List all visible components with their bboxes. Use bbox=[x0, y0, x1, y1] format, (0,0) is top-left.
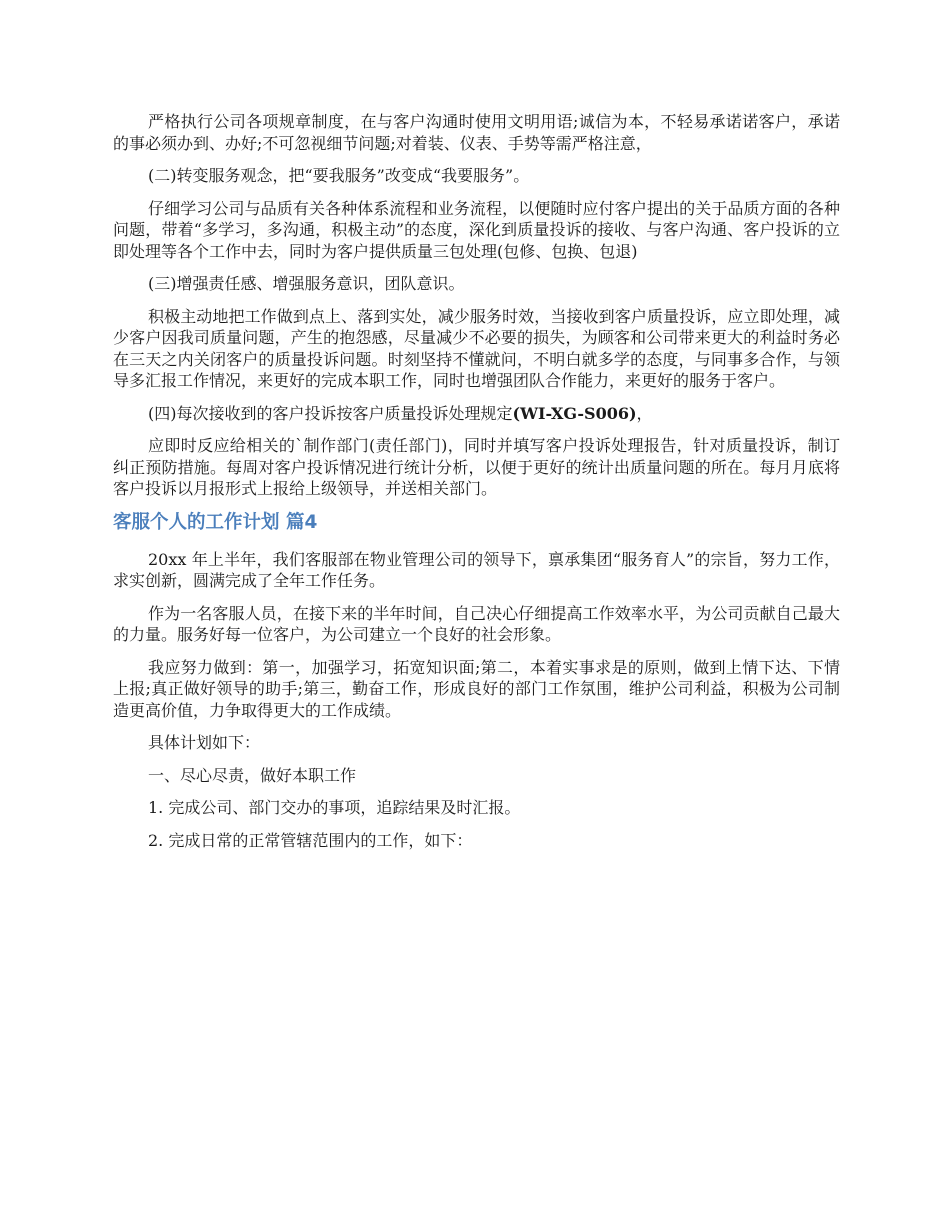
article-heading: 客服个人的工作计划 篇4 bbox=[113, 511, 318, 533]
regulation-code: (WI-XG-S006) bbox=[512, 403, 637, 423]
section-heading-two: (二)转变服务观念，把“要我服务”改变成“我要服务”。 bbox=[148, 166, 530, 185]
document-body bbox=[113, 111, 840, 862]
section-heading-four bbox=[113, 403, 840, 425]
list-item: 1. 完成公司、部门交办的事项，追踪结果及时汇报。 bbox=[148, 798, 521, 817]
paragraph: 积极主动地把工作做到点上、落到实处，减少服务时效，当接收到客户质量投诉，应立即处理，减少客户因我司质量问题，产生的抱怨感，尽量减少不必要的损失，为顾客和公司带来更大的利益时务必在三天之内关闭客户的质量投诉问题。时刻坚持不懂就问，不明白就多学的态度，与同事多合作，与领导多汇报工作情况，来更好的完成本职工作，同时也增强团队合作能力，来更好的服务于客户。 bbox=[113, 306, 840, 390]
paragraph: 20xx 年上半年，我们客服部在物业管理公司的领导下，禀承集团“服务育人”的宗旨，努力工作，求实创新，圆满完成了全年工作任务。 bbox=[113, 549, 840, 590]
list-item: 2. 完成日常的正常管辖范围内的工作，如下： bbox=[148, 830, 473, 850]
heading-four-tail: ， bbox=[636, 403, 653, 423]
paragraph: 仔细学习公司与品质有关各种体系流程和业务流程，以便随时应付客户提出的关于品质方面的各种问题，带着“多学习，多沟通，积极主动”的态度，深化到质量投诉的接收、与客户沟通、客户投诉的立即处理等各个工作中去，同时为客户提供质量三包处理(包修、包换、包退) bbox=[113, 198, 840, 261]
list-heading: 一、尽心尽责，做好本职工作 bbox=[148, 765, 357, 785]
paragraph: 应即时反应给相关的`制作部门(责任部门)，同时并填写客户投诉处理报告，针对质量投诉，制订纠正预防措施。每周对客户投诉情况进行统计分析，以便于更好的统计出质量问题的所在。每月月底将客户投诉以月报形式上报给上级领导，并送相关部门。 bbox=[113, 436, 840, 498]
heading-four-text: (四)每次接收到的客户投诉按客户质量投诉处理规定 bbox=[148, 403, 513, 423]
paragraph: 作为一名客服人员，在接下来的半年时间，自己决心仔细提高工作效率水平，为公司贡献自己最大的力量。服务好每一位客户，为公司建立一个良好的社会形象。 bbox=[113, 603, 840, 644]
paragraph: 严格执行公司各项规章制度，在与客户沟通时使用文明用语;诚信为本，不轻易承诺诺客户，承诺的事必须办到、办好;不可忽视细节问题;对着装、仪表、手势等需严格注意， bbox=[113, 112, 840, 153]
paragraph: 我应努力做到：第一，加强学习，拓宽知识面;第二，本着实事求是的原则，做到上情下达、下情上报;真正做好领导的助手;第三，勤奋工作，形成良好的部门工作氛围，维护公司利益，积极为公司制造更高价值，力争取得更大的工作成绩。 bbox=[113, 657, 840, 720]
section-heading-three: (三)增强责任感、增强服务意识，团队意识。 bbox=[148, 274, 465, 293]
paragraph: 具体计划如下： bbox=[148, 733, 261, 752]
